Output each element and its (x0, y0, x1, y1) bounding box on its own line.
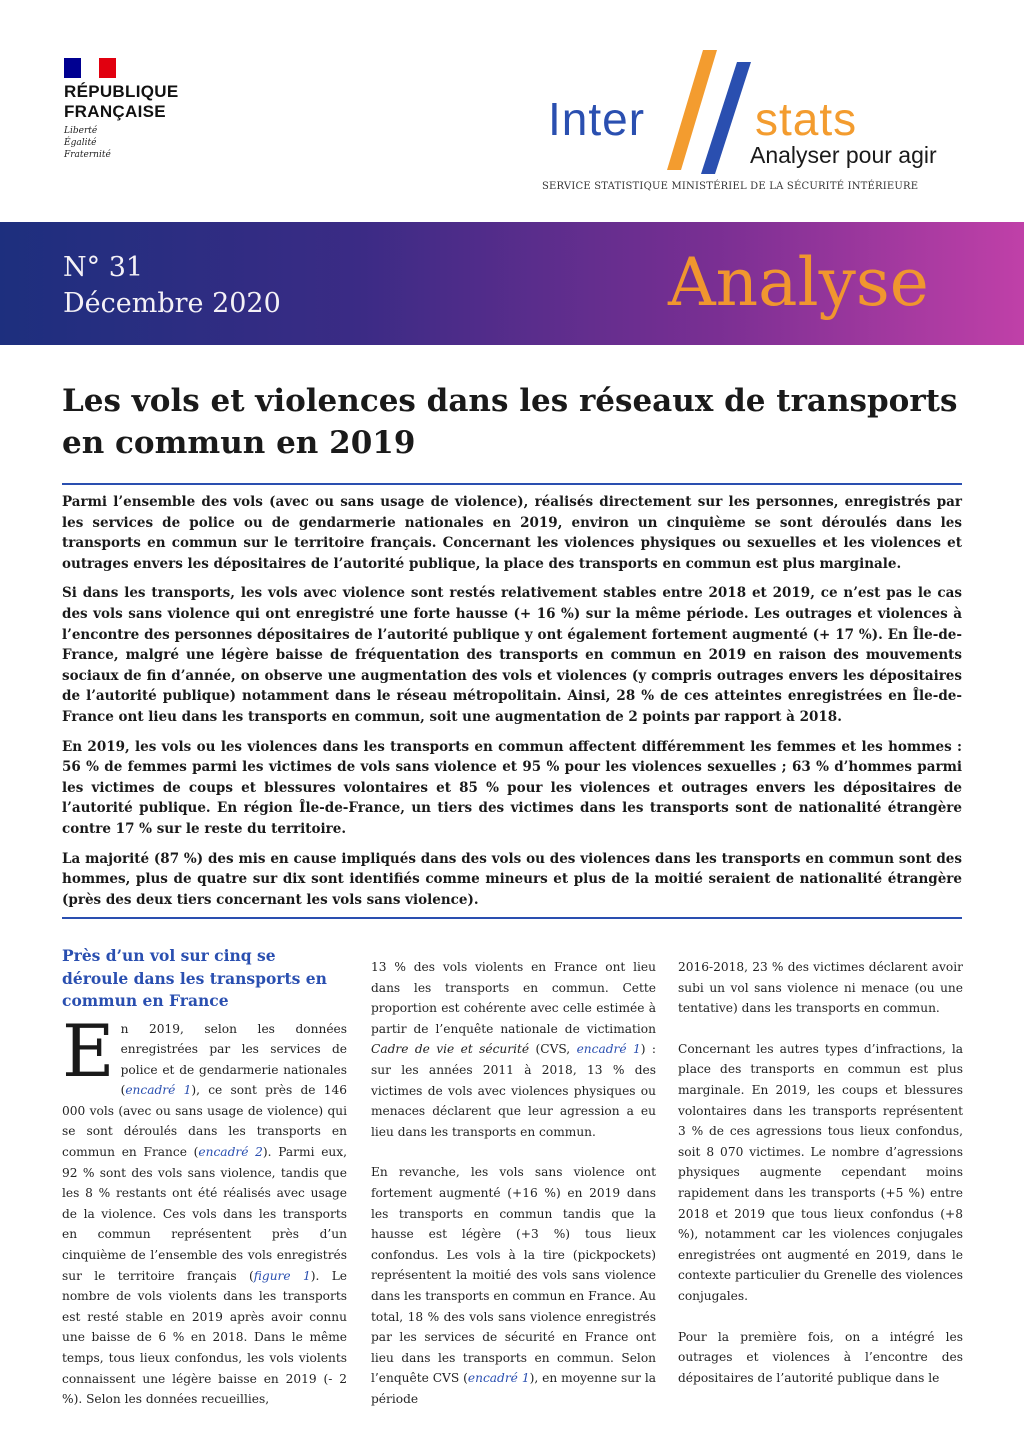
col2-text-3: ) : sur les années 2011 à 2018, 13 % des victimes de vols avec violences physiques ou menaces déclarent que leur agression a eu lieu dans les transports en commun. (371, 1042, 656, 1139)
republique-name-line1: RÉPUBLIQUE (64, 82, 179, 101)
summary-block (62, 492, 962, 919)
interstats-slashes-icon (665, 50, 755, 175)
col2-text-5: ), en moyenne sur la période (371, 1371, 657, 1406)
summary-bottom-rule (62, 917, 962, 919)
ref-encadre-1[interactable]: encadré 1 (125, 1083, 192, 1098)
ref-encadre-1-col2[interactable]: encadré 1 (576, 1042, 641, 1057)
summary-paragraph-4: La majorité (87 %) des mis en cause impliqués dans des vols ou des violences dans les transports en commun sont des hommes, plus de quatre sur dix sont identifiés comme mineurs et plus de la moitié seraient de nationalité étrangère (près des deux tiers concernant les vols sans violence). (62, 850, 962, 908)
motto-egalite: Égalité (64, 138, 97, 148)
brand-stats-text: stats (755, 93, 858, 145)
summary-paragraph-1: Parmi l’ensemble des vols (avec ou sans usage de violence), réalisés directement sur les personnes, enregistrés par les services de police ou de gendarmerie nationales en 2019, environ un cinquième se sont déroulés dans les transports en commun sur le territoire français. Concernant les violences physiques ou sexuelles et les violences et outrages envers les dépositaires de l’autorité publique, la place des transports en commun est plus marginale. (62, 494, 962, 572)
col3-paragraph-1: 2016-2018, 23 % des victimes déclarent avoir subi un vol sans violence ni menace (ou une tentative) dans les transports en commun. (678, 960, 963, 1016)
col3-paragraph-3: Pour la première fois, on a intégré les outrages et violences à l’encontre des dépositaires de l’autorité publique dans le (678, 1329, 963, 1385)
section-heading: Près d’un vol sur cinq se déroule dans les transports en commun en France (62, 946, 327, 1010)
col2-text-2: (CVS, (529, 1042, 577, 1057)
col3-paragraph-2: Concernant les autres types d’infractions, la place des transports en commun est plus marginale. En 2019, les coups et blessures volontaires dans les transports représentent 3 % de ces agressions tous lieux confondus, soit 8 070 victimes. Le nombre d’agressions physiques augmente cependant moins rapidement dans les transports (+5 %) entre 2018 et 2019 que tous lieux confondus (+8 %), notamment car les violences conjugales enregistrées ont augmenté en 2019, dans le contexte particulier du Grenelle des violences conjugales. (678, 1041, 963, 1303)
republique-francaise-logo (64, 58, 178, 161)
ref-encadre-2[interactable]: encadré 2 (198, 1145, 263, 1160)
issue-number: N° 31 (63, 252, 144, 283)
brand-inter-text: Inter (548, 93, 646, 145)
issue-date: Décembre 2020 (63, 288, 281, 319)
brand-tagline: Analyser pour agir (750, 142, 937, 168)
body-column-3 (678, 957, 963, 1408)
ref-encadre-1-col2b[interactable]: encadré 1 (467, 1371, 530, 1386)
col1-text-1: n 2019, selon les données enregistrées par les services de police et de gendarmerie nationales ( (120, 1021, 347, 1098)
body-column-2 (371, 957, 656, 1429)
ref-figure-1[interactable]: figure 1 (253, 1268, 311, 1283)
series-name: Analyse (668, 244, 929, 321)
republique-name-line2: FRANÇAISE (64, 102, 166, 121)
interstats-logo (540, 50, 970, 200)
marianne-flag-icon (64, 58, 116, 78)
col2-text-4: En revanche, les vols sans violence ont fortement augmenté (+16 %) en 2019 dans les transports en commun tandis que la hausse est légère (+3 %) tous lieux confondus. Les vols à la tire (pickpockets) représentent la moitié des vols sans violence dans les transports en commun en France. Au total, 18 % des vols sans violence enregistrés par les services de sécurité en France ont lieu dans les transports en commun. Selon l’enquête CVS ( (371, 1165, 656, 1386)
motto-fraternite: Fraternité (64, 150, 111, 160)
drop-cap: E (62, 1008, 115, 1093)
col2-paragraph-2 (371, 1162, 656, 1409)
republique-motto (64, 125, 178, 161)
col2-paragraph-1 (371, 957, 656, 1142)
issue-banner (0, 222, 1024, 345)
col1-text-2: ), ce sont près de 146 000 vols (avec ou sans usage de violence) qui se sont déroulés dans les transports en commun en France ( (62, 1083, 348, 1160)
col1-text-4: ). Le nombre de vols violents dans les transports est resté stable en 2019 après avoir connu une baisse de 6 % en 2018. Dans le même temps, tous lieux confondus, les vols violents connaissent une légère baisse en 2019 (- 2 %). Selon les données recueillies, (62, 1268, 347, 1407)
motto-liberte: Liberté (64, 126, 98, 136)
summary-paragraph-3: En 2019, les vols ou les violences dans les transports en commun affectent différemment les femmes et les hommes : 56 % de femmes parmi les victimes de vols sans violence et 95 % pour les violences sexuelles ; 63 % d’hommes parmi les victimes de coups et blessures volontaires et 85 % pour les violences et outrages envers les dépositaires de l’autorité publique. En région Île-de-France, un tiers des victimes dans les transports sont de nationalité étrangère contre 17 % sur le reste du territoire. (62, 738, 962, 837)
body-column-1 (62, 945, 347, 1430)
summary-paragraph-2: Si dans les transports, les vols avec violence sont restés relativement stables entre 2018 et 2019, ce n’est pas le cas des vols sans violence qui ont enregistré une forte hausse (+ 16 %) sur la même période. Les outrages et violences à l’encontre des personnes dépositaires de l’autorité publique y ont également fortement augmenté (+ 17 %). En Île-de-France, malgré une légère baisse de fréquentation des transports en commun en 2019 en raison des mouvements sociaux de fin d’année, on observe une augmentation des vols et violences (y compris outrages envers les dépositaires de l’autorité publique) notamment dans le réseau métropolitain. Ainsi, 28 % de ces atteintes enregistrées en Île-de-France ont lieu dans les transports en commun, soit une augmentation de 2 points par rapport à 2018. (62, 585, 962, 725)
col2-text-1: 13 % des vols violents en France ont lieu dans les transports en commun. Cette proportion est cohérente avec celle estimée à partir de l’enquête nationale de victimation (371, 960, 656, 1036)
col1-text-3: ). Parmi eux, 92 % sont des vols sans violence, tandis que les 8 % restants ont été réalisés avec usage de la violence. Ces vols dans les transports en commun représentent près d’un cinquième de l’ensemble des vols enregistrés sur le territoire français ( (62, 1145, 347, 1283)
survey-name: Cadre de vie et sécurité (371, 1042, 530, 1057)
document-title: Les vols et violences dans les réseaux de transports en commun en 2019 (62, 383, 958, 461)
col1-paragraph (62, 1008, 348, 1410)
service-name: SERVICE STATISTIQUE MINISTÉRIEL DE LA SÉCURITÉ INTÉRIEURE (542, 181, 919, 192)
summary-top-rule (62, 483, 962, 485)
